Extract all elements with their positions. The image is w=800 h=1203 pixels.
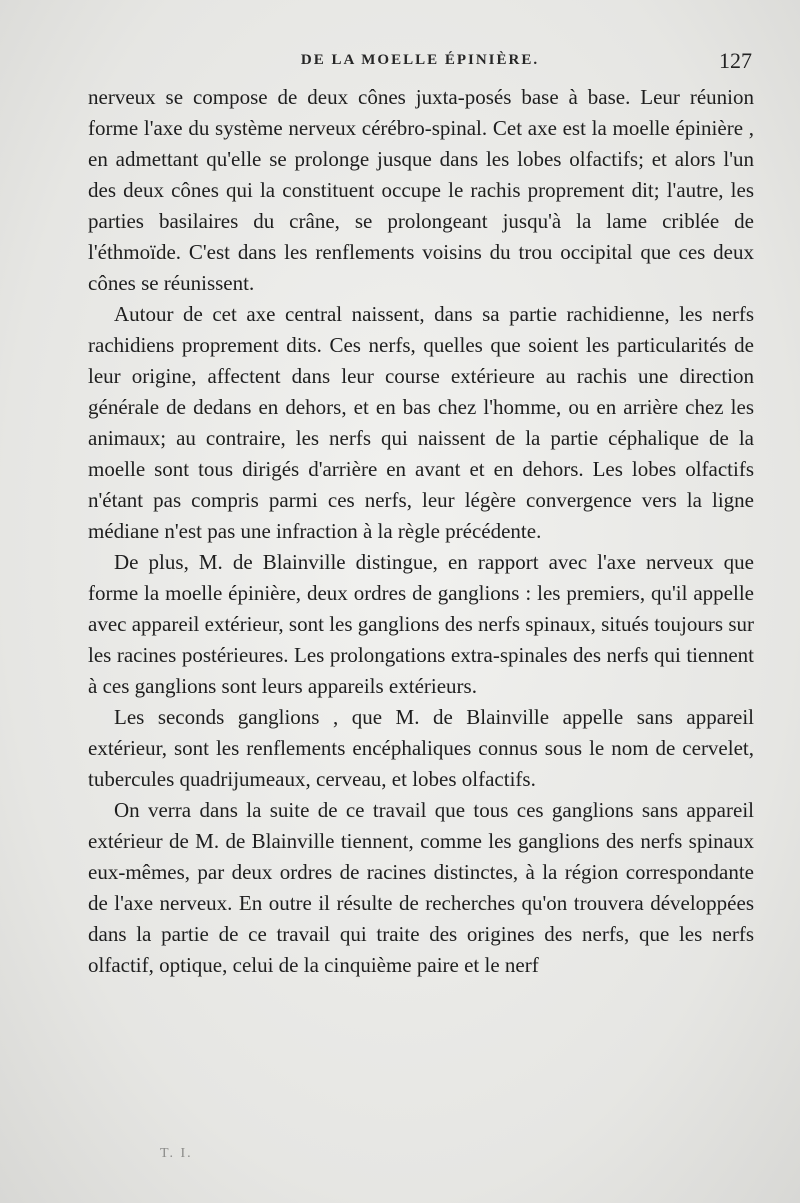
body-text <box>88 82 754 981</box>
paragraph-continuation: nerveux se compose de deux cônes juxta-posés base à base. Leur réunion forme l'axe du système nerveux cérébro-spinal. Cet axe est la moelle épinière , en admettant qu'elle se prolonge jusque dans les lobes olfactifs; et alors l'un des deux cônes qui la constituent occupe le rachis proprement dit; l'autre, les parties basilaires du crâne, se prolongeant jusqu'à la lame criblée de l'éthmoïde. C'est dans les renflements voisins du trou occipital que ces deux cônes se réunissent. <box>88 85 754 295</box>
page-header <box>88 48 752 78</box>
paragraph: Les seconds ganglions , que M. de Blainville appelle sans appareil extérieur, sont les renflements encéphaliques connus sous le nom de cervelet, tubercules quadrijumeaux, cerveau, et lobes olfactifs. <box>88 705 754 791</box>
paragraph: On verra dans la suite de ce travail que tous ces ganglions sans appareil extérieur de M. de Blainville tiennent, comme les ganglions des nerfs spinaux eux-mêmes, par deux ordres de racines distinctes, à la région correspondante de l'axe nerveux. En outre il résulte de recherches qu'on trouvera développées dans la partie de ce travail qui traite des origines des nerfs, que les nerfs olfactif, optique, celui de la cinquième paire et le nerf <box>88 798 754 977</box>
signature-mark: T. I. <box>160 1146 193 1161</box>
page-number: 127 <box>719 48 752 73</box>
paragraph: Autour de cet axe central naissent, dans sa partie rachidienne, les nerfs rachidiens proprement dits. Ces nerfs, quelles que soient les particularités de leur origine, affectent dans leur course extérieure au rachis une direction générale de dedans en dehors, et en bas chez l'homme, ou en arrière chez les animaux; au contraire, les nerfs qui naissent de la partie céphalique de la moelle sont tous dirigés d'arrière en avant et en dehors. Les lobes olfactifs n'étant pas compris parmi ces nerfs, leur légère convergence vers la ligne médiane n'est pas une infraction à la règle précédente. <box>88 302 754 543</box>
paragraph: De plus, M. de Blainville distingue, en rapport avec l'axe nerveux que forme la moelle épinière, deux ordres de ganglions : les premiers, qu'il appelle avec appareil extérieur, sont les ganglions des nerfs spinaux, situés toujours sur les racines postérieures. Les prolongations extra-spinales des nerfs qui tiennent à ces ganglions sont leurs appareils extérieurs. <box>88 550 754 698</box>
running-title: DE LA MOELLE ÉPINIÈRE. <box>300 52 540 68</box>
